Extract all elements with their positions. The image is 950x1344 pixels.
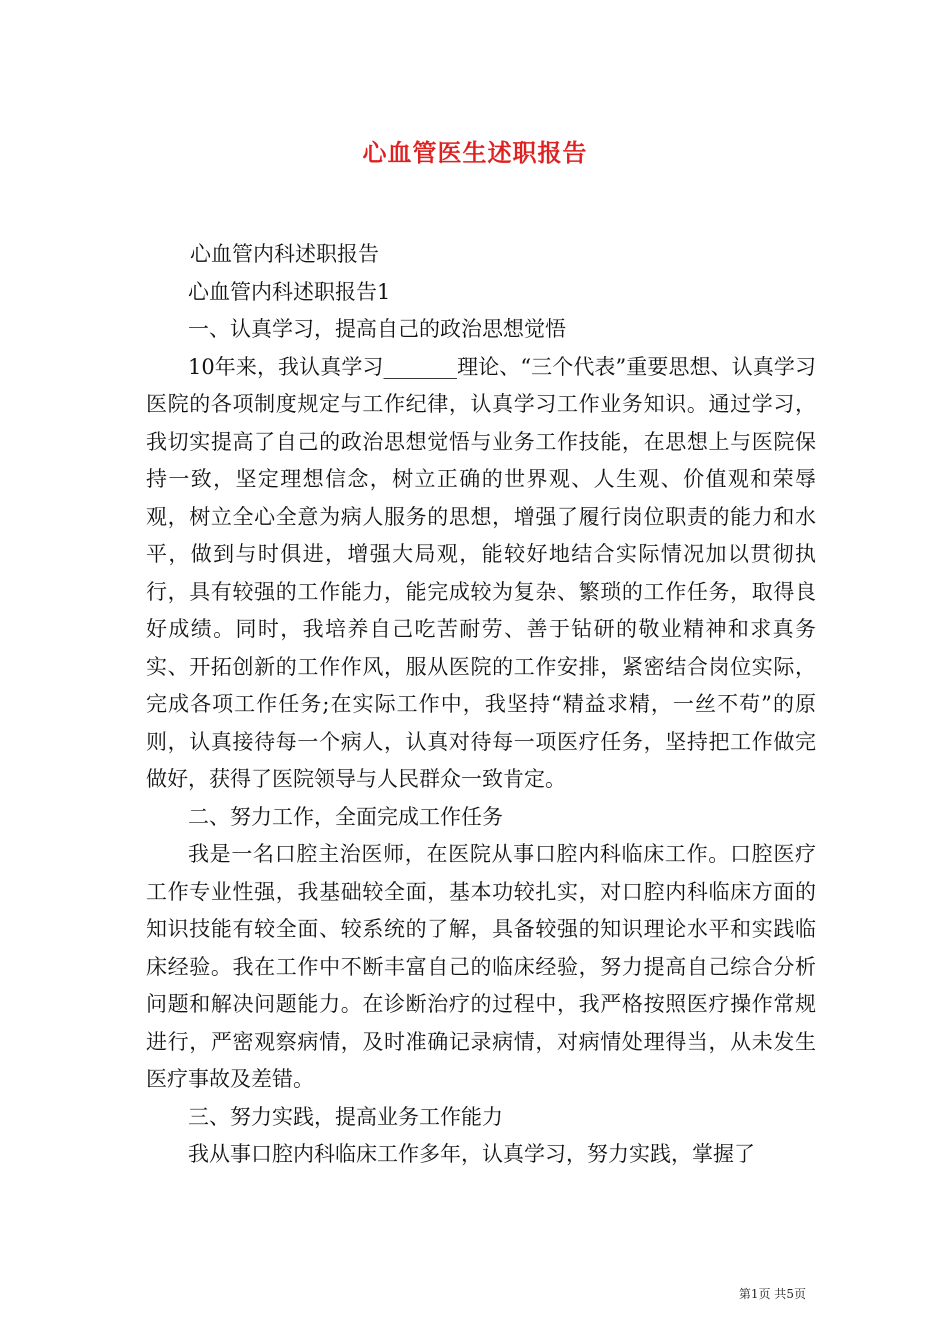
- section-heading-2: 二、努力工作，全面完成工作任务: [188, 804, 503, 829]
- document-title: 心血管医生述职报告: [362, 138, 588, 167]
- paragraph-body-1: 10年来，我认真学习_______理论、“三个代表”重要思想、认真学习医院的各项制度规定与工作纪律，认真学习工作业务知识。通过学习，我切实提高了自己的政治思想觉悟与业务工作技能，在思想上与医院保持一致，坚定理想信念，树立正确的世界观、人生观、价值观和荣辱观，树立全心全意为病人服务的思想，增强了履行岗位职责的能力和水平，做到与时俱进，增强大局观，能较好地结合实际情况加以贯彻执行，具有较强的工作能力，能完成较为复杂、繁琐的工作任务，取得良好成绩。同时，我培养自己吃苦耐劳、善于钻研的敬业精神和求真务实、开拓创新的工作作风，服从医院的工作安排，紧密结合岗位实际，完成各项工作任务;在实际工作中，我坚持“精益求精，一丝不苟”的原则，认真接待每一个病人，认真对待每一项医疗任务，坚持把工作做完做好，获得了医院领导与人民群众一致肯定。: [146, 354, 816, 791]
- document-body: [146, 236, 816, 1174]
- paragraph-body-3: 我从事口腔内科临床工作多年，认真学习，努力实践，掌握了: [188, 1142, 755, 1166]
- page-footer: 第1页 共5页: [738, 1287, 806, 1301]
- paragraph-body-2: 我是一名口腔主治医师，在医院从事口腔内科临床工作。口腔医疗工作专业性强，我基础较全面，基本功较扎实，对口腔内科临床方面的知识技能有较全面、较系统的了解，具备较强的知识理论水平和实践临床经验。我在工作中不断丰富自己的临床经验，努力提高自己综合分析问题和解决问题能力。在诊断治疗的过程中，我严格按照医疗操作常规进行，严密观察病情，及时准确记录病情，对病情处理得当，从未发生医疗事故及差错。: [146, 842, 816, 1091]
- section-heading-1: 一、认真学习，提高自己的政治思想觉悟: [188, 317, 566, 341]
- paragraph-subheading: 心血管内科述职报告1: [188, 279, 391, 304]
- paragraph-heading: 心血管内科述职报告: [190, 242, 379, 266]
- section-heading-3: 三、努力实践，提高业务工作能力: [188, 1104, 503, 1129]
